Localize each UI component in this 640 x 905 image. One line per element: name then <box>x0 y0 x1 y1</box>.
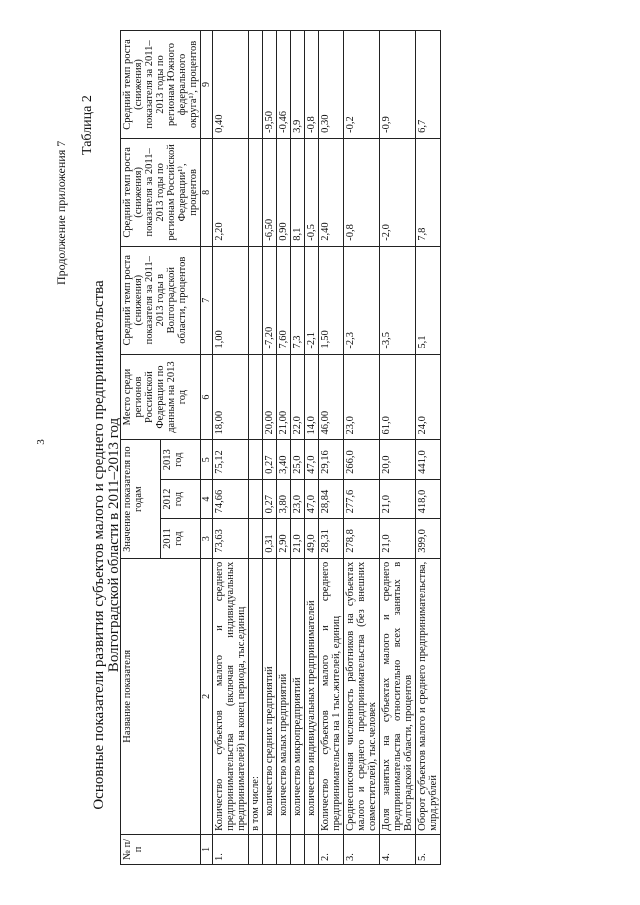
table-row <box>291 31 305 865</box>
value-2013: 25,0 <box>291 440 305 479</box>
rate-region: -7,20 <box>263 246 277 354</box>
annex-note: Продолжение приложения 7 <box>54 140 68 285</box>
table-row <box>344 31 380 865</box>
value-2011: 21,0 <box>291 519 305 558</box>
value-2012: 21,0 <box>380 479 416 518</box>
row-name: количество индивидуальных предпринимателей <box>305 558 319 834</box>
value-2011: 49,0 <box>305 519 319 558</box>
rate-region: 1,00 <box>213 246 249 354</box>
rate-south: -0,46 <box>277 31 291 139</box>
row-number: 5. <box>416 834 441 864</box>
header-values: Значение показателя по годам <box>121 440 161 558</box>
col-index: 6 <box>201 354 213 440</box>
rate-rf: -2,0 <box>380 138 416 246</box>
row-number: 1. <box>213 834 249 864</box>
indicators-table <box>120 30 441 865</box>
rate-region: 7,60 <box>277 246 291 354</box>
value-2013: 441,0 <box>416 440 441 479</box>
place-value: 61,0 <box>380 354 416 440</box>
value-2013: 0,27 <box>263 440 277 479</box>
rate-south: -0,9 <box>380 31 416 139</box>
value-2012: 418,0 <box>416 479 441 518</box>
rate-south: -9,50 <box>263 31 277 139</box>
row-name: количество микропредприятий <box>291 558 305 834</box>
table-row <box>319 31 344 865</box>
col-index: 5 <box>201 440 213 479</box>
header-2013: 2013 год <box>161 440 201 479</box>
row-number: 3. <box>344 834 380 864</box>
rate-rf: 7,8 <box>416 138 441 246</box>
row-number: 4. <box>380 834 416 864</box>
value-2011: 21,0 <box>380 519 416 558</box>
header-rate-rf: Средний темп роста (снижения) показателя за 2011–2013 годы по регионам Российской Федерации¹⁾, процентов <box>121 138 201 246</box>
value-2013: 29,16 <box>319 440 344 479</box>
value-2013: 266,0 <box>344 440 380 479</box>
header-place: Место среди регионов Российской Федерации по данным на 2013 год <box>121 354 201 440</box>
value-2011: 2,90 <box>277 519 291 558</box>
rate-region: 1,50 <box>319 246 344 354</box>
rate-rf: 0,90 <box>277 138 291 246</box>
col-index: 2 <box>201 558 213 834</box>
rate-region: -2,3 <box>344 246 380 354</box>
value-2011: 278,8 <box>344 519 380 558</box>
value-2013 <box>249 440 263 479</box>
value-2012: 47,0 <box>305 479 319 518</box>
table-row <box>416 31 441 865</box>
row-name: Оборот субъектов малого и среднего предпринимательства, млрд.рублей <box>416 558 441 834</box>
value-2012: 23,0 <box>291 479 305 518</box>
header-name: Название показателя <box>121 558 201 834</box>
value-2013: 47,0 <box>305 440 319 479</box>
value-2012: 0,27 <box>263 479 277 518</box>
row-name: Среднесписочная численность работников на субъектах малого и среднего предпринимательства (без внешних совместителей), тыс.человек <box>344 558 380 834</box>
table-row <box>305 31 319 865</box>
row-name: Количество субъектов малого и среднего предпринимательства на 1 тыс.жителей, единиц <box>319 558 344 834</box>
col-index: 9 <box>201 31 213 139</box>
title-line-2: Волгоградской области в 2011–2013 год <box>106 417 122 673</box>
row-name: Количество субъектов малого и среднего предпринимательства (включая индивидуальных предпринимателей) на конец периода, тыс.единиц <box>213 558 249 834</box>
rate-south: 3,9 <box>291 31 305 139</box>
rate-rf: -0,8 <box>344 138 380 246</box>
col-index: 3 <box>201 519 213 558</box>
value-2012: 28,84 <box>319 479 344 518</box>
row-name: Доля занятых на субъектах малого и среднего предпринимательства относительно всех занятых в Волгоградской области, процентов <box>380 558 416 834</box>
value-2012 <box>249 479 263 518</box>
value-2011: 0,31 <box>263 519 277 558</box>
header-rate-region: Средний темп роста (снижения) показателя за 2011–2013 годы в Волгоградской области, процентов <box>121 246 201 354</box>
place-value: 20,00 <box>263 354 277 440</box>
rate-south <box>249 31 263 139</box>
row-number <box>305 834 319 864</box>
place-value: 46,00 <box>319 354 344 440</box>
rate-south: -0,8 <box>305 31 319 139</box>
rate-south: 0,40 <box>213 31 249 139</box>
place-value: 18,00 <box>213 354 249 440</box>
value-2012: 277,6 <box>344 479 380 518</box>
table-label: Таблица 2 <box>80 95 95 155</box>
rate-rf: 2,40 <box>319 138 344 246</box>
value-2011: 28,31 <box>319 519 344 558</box>
rate-rf <box>249 138 263 246</box>
row-number <box>249 834 263 864</box>
row-number <box>291 834 305 864</box>
header-2012: 2012 год <box>161 479 201 518</box>
value-2013: 20,0 <box>380 440 416 479</box>
place-value: 23,0 <box>344 354 380 440</box>
page-number: 3 <box>34 439 47 445</box>
place-value: 21,00 <box>277 354 291 440</box>
header-row <box>121 31 161 865</box>
value-2011 <box>249 519 263 558</box>
value-2012: 3,80 <box>277 479 291 518</box>
row-name: количество средних предприятий <box>263 558 277 834</box>
table-title <box>92 265 122 825</box>
table-row <box>380 31 416 865</box>
rate-rf: 2,20 <box>213 138 249 246</box>
rate-region: 7,3 <box>291 246 305 354</box>
rate-south: 6,7 <box>416 31 441 139</box>
col-index: 4 <box>201 479 213 518</box>
value-2013: 75,12 <box>213 440 249 479</box>
table-row <box>277 31 291 865</box>
rate-rf: -0,5 <box>305 138 319 246</box>
col-index: 1 <box>201 834 213 864</box>
place-value: 14,0 <box>305 354 319 440</box>
rate-rf: -6,50 <box>263 138 277 246</box>
col-index: 8 <box>201 138 213 246</box>
table-row <box>213 31 249 865</box>
header-num: № п/п <box>121 834 201 864</box>
rate-south: 0,30 <box>319 31 344 139</box>
rate-region <box>249 246 263 354</box>
place-value <box>249 354 263 440</box>
rate-south: -0,2 <box>344 31 380 139</box>
table-row <box>249 31 263 865</box>
row-number <box>263 834 277 864</box>
header-2011: 2011 год <box>161 519 201 558</box>
place-value: 22,0 <box>291 354 305 440</box>
rate-rf: 8,1 <box>291 138 305 246</box>
row-number: 2. <box>319 834 344 864</box>
value-2013: 3,40 <box>277 440 291 479</box>
place-value: 24,0 <box>416 354 441 440</box>
rate-region: -3,5 <box>380 246 416 354</box>
row-number <box>277 834 291 864</box>
column-index-row <box>201 31 213 865</box>
value-2012: 74,66 <box>213 479 249 518</box>
header-rate-south: Средний темп роста (снижения) показателя за 2011–2013 годы по регионам Южного федерального округа¹⁾, процентов <box>121 31 201 139</box>
title-line-1: Основные показатели развития субъектов малого и среднего предпринимательства <box>91 280 107 810</box>
rate-region: 5,1 <box>416 246 441 354</box>
table-row <box>263 31 277 865</box>
row-name: в том числе: <box>249 558 263 834</box>
rate-region: -2,1 <box>305 246 319 354</box>
value-2011: 73,63 <box>213 519 249 558</box>
col-index: 7 <box>201 246 213 354</box>
row-name: количество малых предприятий <box>277 558 291 834</box>
value-2011: 399,0 <box>416 519 441 558</box>
